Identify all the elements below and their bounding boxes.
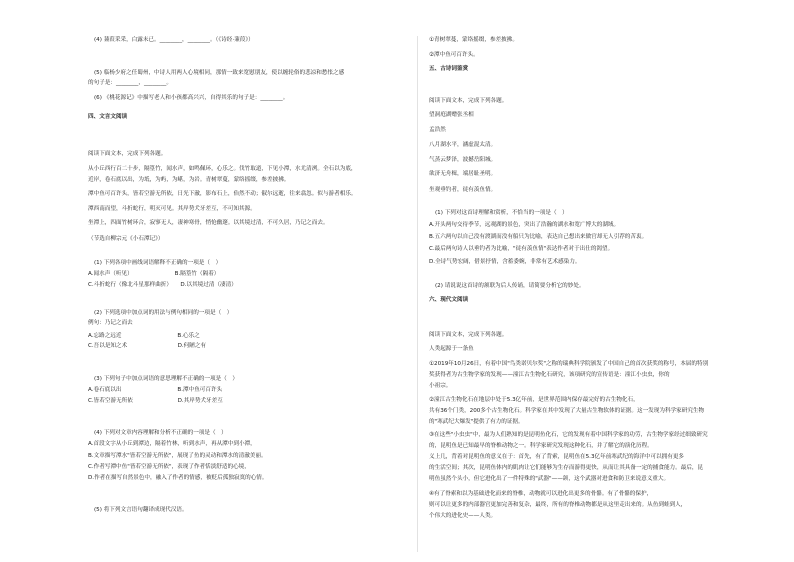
text-line: C.吾以是知之术 D.何陋之有 [88, 343, 207, 349]
text-line: 例句：乃记之而去 [88, 320, 133, 326]
text-line: 欲济无舟楫，端居耻圣明。 [429, 171, 497, 177]
text-line: 小祖宗。 [429, 383, 452, 389]
text-line: D.作者在描写自然景色中，融入了作者的情感，被贬后孤独寂寞的心情。 [88, 475, 268, 481]
text-line: ②潭中鱼可百许头。 [429, 52, 479, 58]
text-line: 人类起源于一条鱼 [429, 346, 474, 352]
text-line: 坐潭上，四面竹树环合，寂寥无人，凄神寒骨，悄怆幽邃。以其境过清，不可久居，乃记之而去。 [88, 220, 329, 226]
text-line: 近岸，卷石底以出，为坻，为屿，为嵁，为岩。青树翠蔓，蒙络摇缀，参差披拂。 [88, 177, 290, 183]
text-line: 坐观垂钓者，徒有羡鱼情。 [429, 187, 497, 193]
text-line: (2) 请说说这首诗的颔联为后人传诵，请简要分析它的妙处。 [435, 283, 585, 289]
text-line: (3) 下列句子中加点词语的意思理解不正确的一项是（ ） [94, 376, 238, 382]
column-divider [417, 36, 418, 552]
section-heading: 五、古诗词鉴赏 [429, 66, 469, 72]
text-line: 阅读下面文本，完成下列各题。 [429, 98, 508, 104]
text-line: (5) 将下列文言语句翻译成现代汉语。 [94, 507, 188, 513]
text-line: 个伟大的进化史——人类。 [429, 513, 497, 519]
text-line: 明鱼虽然个头小，但它进化出了一件特殊的"武器"——颌，这个武器对进食和防卫来说意义重大。 [429, 476, 670, 482]
text-line: B.五六两句以自己没有渡湖而没有船只为比喻，表达自己想出来做官却无人引荐的苦衷。 [429, 234, 648, 240]
text-line: 从小丘西行百二十步，隔篁竹，闻水声，如鸣佩环，心乐之。伐竹取道，下见小潭，水尤清冽。全石以为底， [88, 166, 357, 172]
text-line: A.首段文字从小丘到潭边，隔着竹林，听到水声，再从潭中到小潭， [88, 441, 256, 447]
text-line: 潭中鱼可百许头，皆若空游无所依，日光下澈，影布石上，佁然不动；俶尔远逝，往来翕忽。似与游者相乐。 [88, 191, 357, 197]
text-line: D.全诗气势宏阔，借景抒情，含蓄委婉，非常有艺术感染力。 [429, 259, 581, 265]
text-line: 的，昆明鱼是已知最早的脊椎动物之一。科学家研究发现这种化石，并了解它的演化历程。 [429, 443, 653, 449]
text-line: 望洞庭湖赠张丞相 [429, 112, 474, 118]
text-line: （节选自柳宗元《小石潭记》） [88, 236, 164, 242]
text-line: ①2019年10月26日，有着中国"鸟类诺贝尔奖"之称的瑞典科学院颁发了中国自己的首次获奖的称号，本届的特别 [429, 361, 709, 367]
section-heading: 六、现代文阅读 [429, 297, 469, 303]
text-line: (2) 下列选项中加点词的用法与例句相同的一项是（ ） [94, 310, 233, 316]
text-line: 的"寒武纪大爆发"提供了有力的证据。 [429, 419, 524, 425]
text-line: A.开头两句交待季节，远观湖的景色，突出了浩瀚的湖水和宽广博大的湖域。 [429, 222, 620, 228]
text-line: 则可以让更多的内部器官更加完善和复杂，最终，所有的脊椎动物都是从这里走出来的。从鱼到蛙到人， [429, 502, 687, 508]
text-line: 的句子是：________，________。 [88, 80, 172, 86]
text-line: A.忘路之远近 B.心乐之 [88, 333, 200, 339]
text-line: 阅读下面文本，完成下列各题。 [88, 151, 167, 157]
text-line: 义上几，背着对昆明鱼的意义在于：首先，有了背索，昆明鱼在5.3亿年前寒武纪的海洋中可以拥有更多 [429, 454, 685, 460]
text-line: (1) 下列对这首诗理解和赏析，不恰当的一项是（ ） [435, 210, 568, 216]
text-line: A.闻水声（听见） B.隔篁竹（隔着） [88, 271, 220, 277]
text-line: ③在这些"小虫虫"中，最为人们熟知的是昆明鱼化石，它的发现有着中国科学家的功劳，古生物学家经过细致研究 [429, 432, 708, 438]
text-line: (6) 《桃花源记》中描写老人和小孩都高兴兴，自得其乐的句子是：________。 [94, 95, 289, 101]
text-line: 奖获得者为古生物学家的发现——潼江古生物化石研究，该项研究的宣传语是：潼江小虫虫，你的 [429, 372, 670, 378]
text-line: ④有了脊索和以为基础进化而来的脊椎，动物就可以进化出更多的骨骼。有了骨骼的保护， [429, 491, 653, 497]
text-line: 气蒸云梦泽，波撼岳阳城。 [429, 157, 497, 163]
text-line: (1) 下列各项中画线词语解释不正确的一项是（ ） [94, 260, 222, 266]
text-line: B.文章描写潭水"皆若空游无所依"，展现了鱼的灵动和潭水的清澈美丽。 [88, 453, 267, 459]
text-line: C.作者写潭中鱼"皆若空游无所依"，表现了作者恬淡舒适的心境， [88, 464, 250, 470]
text-line: (4) 蒹葭采采，白露未已。________，________。（《诗经·蒹葭》） [94, 37, 254, 43]
text-line: (4) 下列对文章内容理解和分析不正确的一项是（ ） [94, 430, 227, 436]
section-heading: 四、文言文阅读 [88, 114, 128, 120]
text-line: C.皆若空游无所依 D.其岸势犬牙差互 [88, 398, 223, 404]
text-line: ①青树翠蔓，蒙络摇缀，参差披拂。 [429, 37, 518, 43]
text-line: C.斗折蛇行（像北斗星那样曲折） D.以其境过清（凄清） [88, 282, 237, 288]
text-line: 的生活空间；其次，昆明鱼体内的肌肉让它们能够为生存而游得更快，从而让其具备一定的捕食能力。最后，昆 [429, 465, 704, 471]
text-line: 阅读下面文本，完成下列各题。 [429, 332, 508, 338]
text-line: 八月湖水平，涵虚混太清。 [429, 142, 497, 148]
text-line: C.最后两句诗人以垂钓者为比喻，"徒有羡鱼情"表达作者对于出仕的渴望。 [429, 246, 614, 252]
text-line: (5) 临杨少府之任蜀州，中诗人用两人心境相同，那情一致来宽慰朋友，使以缠轮俗的悲凉和愁怅之感 [94, 70, 345, 76]
text-line: A.卷石底以出 B.潭中鱼可百许头 [88, 387, 223, 393]
text-line: 孟浩然 [429, 127, 446, 133]
text-line: ②潼江古生物化石在地层中处于5.3亿年前，是世界范围内保存最完好的古生物化石， [429, 397, 639, 403]
text-line: 潭西南而望，斗折蛇行，明灭可见。其岸势犬牙差互，不可知其源。 [88, 206, 256, 212]
text-line: 共有36个门类，200多个古生物化石。科学家在其中发现了大量古生物软体的证据。这一发现为科学家研究生物 [429, 408, 705, 414]
